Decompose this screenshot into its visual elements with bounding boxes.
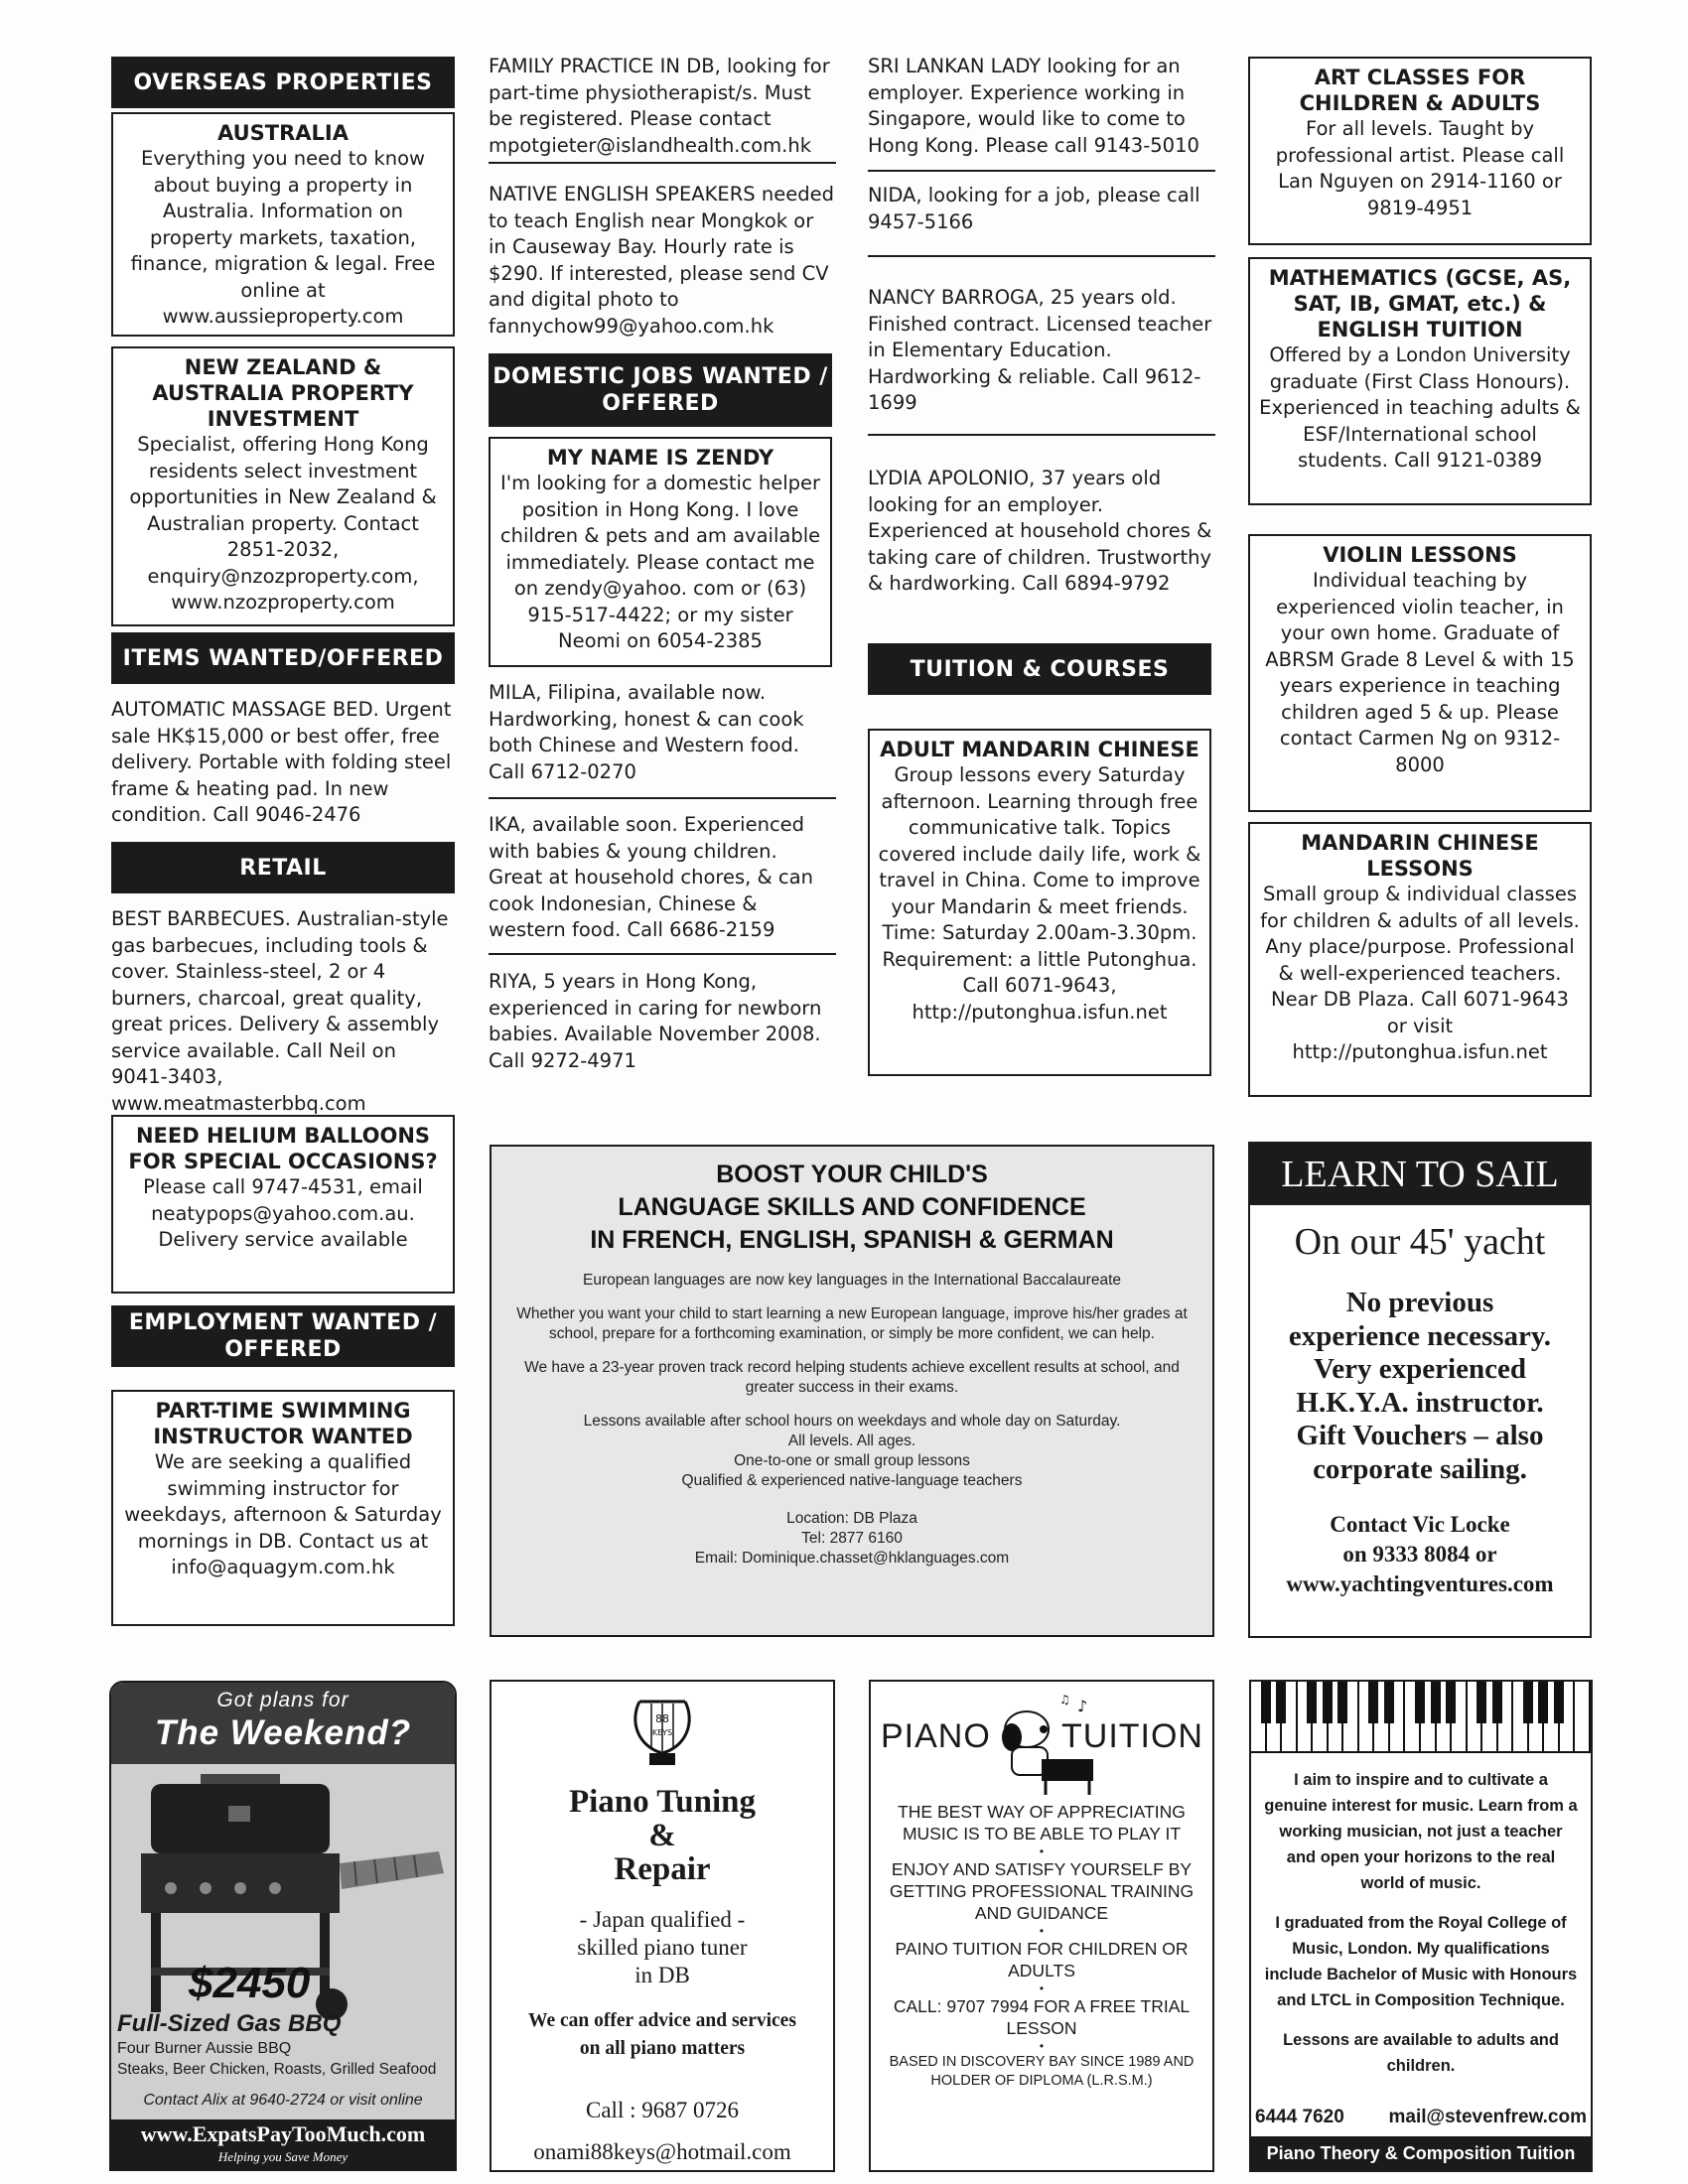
bbq-website[interactable]: www.ExpatsPayTooMuch.com: [140, 2121, 426, 2146]
lydia-ad: LYDIA APOLONIO, 37 years old looking for an employer. Experienced at household chores & taking care of children. Trustworthy & hardworking. Call 6894-9792: [868, 467, 1212, 595]
mandarin-lessons-ad: [1248, 822, 1592, 1097]
dog-at-piano-icon: [982, 1690, 1101, 1799]
piano-point-2: ENJOY AND SATISFY YOURSELF BY GETTING PROFESSIONAL TRAINING AND GUIDANCE: [889, 1859, 1195, 1923]
tuning-title: [492, 1785, 833, 1886]
tuning-email[interactable]: onami88keys@hotmail.com: [533, 2139, 791, 2164]
black-key: [1384, 1682, 1394, 1723]
tuning-advice-2: on all piano matters: [579, 2038, 746, 2059]
piano-tuning-ad: [490, 1680, 835, 2172]
zendy-ad: [489, 437, 832, 667]
black-key: [1431, 1682, 1441, 1723]
sail-contact-phone: on 9333 8084 or: [1342, 1542, 1497, 1567]
bbq-tagline: Helping you Save Money: [217, 2149, 349, 2164]
swimming-ad: [111, 1390, 455, 1626]
nancy-ad: NANCY BARROGA, 25 years old. Finished contract. Licensed teacher in Elementary Education. Hardworking & reliable. Call 9612-1699: [868, 286, 1212, 414]
control-knob: [234, 1882, 246, 1894]
sri-lankan-ad: SRI LANKAN LADY looking for an employer. Experience working in Singapore, would like to come to Hong Kong. Please call 9143-5010: [868, 55, 1199, 157]
tuition-courses-header: TUITION & COURSES: [868, 643, 1211, 695]
black-key: [1323, 1682, 1333, 1723]
sail-yacht: On our 45' yacht: [1294, 1221, 1546, 1263]
domestic-jobs-header: DOMESTIC JOBS WANTED / OFFERED: [489, 353, 832, 427]
grill-lid-handle: [201, 1774, 280, 1784]
violin-ad: [1248, 534, 1592, 812]
white-key: [1359, 1682, 1375, 1751]
white-key: [1251, 1682, 1267, 1751]
tuning-qual-3: in DB: [634, 1963, 690, 1987]
languages-location: Location: DB Plaza: [786, 1510, 917, 1527]
divider: [868, 434, 1215, 436]
art-classes-body: For all levels. Taught by professional artist. Please call Lan Nguyen on 2914-1160 or 9819-4951: [1275, 117, 1565, 219]
bbq-price: $2450: [189, 1959, 311, 2007]
zendy-title: MY NAME IS ZENDY: [546, 446, 774, 470]
piano-tuition-points: [871, 1801, 1212, 2091]
piano-keys-icon: [1251, 1682, 1591, 1753]
languages-title: [511, 1159, 1193, 1257]
tuning-title-line1: Piano Tuning: [568, 1784, 757, 1820]
riya-ad: RIYA, 5 years in Hong Kong, experienced in caring for newborn babies. Available November 2008. Call 9272-4971: [489, 970, 822, 1072]
languages-group-size: One-to-one or small group lessons: [734, 1452, 970, 1469]
languages-paragraph-2: Whether you want your child to start learning a new European language, improve his/her grades at school, prepare for a forthcoming examination, or simply be more confident, we can help.: [516, 1305, 1188, 1342]
mathematics-body: Offered by a London University graduate (First Class Honours). Experienced in teaching adults & ESF/International school students. Call 9121-0389: [1259, 343, 1581, 472]
tuning-qual-2: skilled piano tuner: [577, 1935, 748, 1960]
black-key: [1492, 1682, 1502, 1723]
sail-contact-website[interactable]: www.yachtingventures.com: [1286, 1571, 1554, 1596]
violin-body: Individual teaching by experienced violin teacher, in your own home. Graduate of ABRSM Grade 8 Level & with 15 years experience in teaching children aged 5 & up. Please contact Carmen Ng on 9312-8000: [1265, 569, 1575, 776]
languages-paragraph-4: [511, 1412, 1193, 1491]
sail-line-4: H.K.Y.A. instructor.: [1296, 1386, 1544, 1419]
white-key: [1468, 1682, 1483, 1751]
art-classes-title: ART CLASSES FOR CHILDREN & ADULTS: [1299, 66, 1541, 115]
sail-ad: [1248, 1142, 1592, 1638]
retail-header: RETAIL: [111, 842, 455, 893]
languages-title-line2: LANGUAGE SKILLS AND CONFIDENCE: [618, 1193, 1086, 1221]
items-wanted-header: ITEMS WANTED/OFFERED: [111, 632, 455, 684]
control-knob: [165, 1882, 177, 1894]
sail-line-5: Gift Vouchers – also: [1296, 1420, 1544, 1451]
tuning-qual-1: - Japan qualified -: [579, 1907, 746, 1932]
bbq-header-top: Got plans for: [216, 1689, 350, 1711]
steven-body: [1251, 1753, 1591, 2079]
swimming-body: We are seeking a qualified swimming instructor for weekdays, afternoon & Saturday mornings in DB. Contact us at info@aquagym.com.hk: [124, 1450, 442, 1578]
languages-tel: Tel: 2877 6160: [801, 1530, 903, 1547]
tuning-advice: [492, 2007, 833, 2063]
divider: [489, 162, 836, 164]
mathematics-title: MATHEMATICS (GCSE, AS, SAT, IB, GMAT, etc.) & ENGLISH TUITION: [1268, 266, 1572, 341]
australia-ad: [111, 112, 455, 337]
australia-body: Everything you need to know about buying a property in Australia. Information on property markets, taxation, finance, migration & legal. Free online at www.aussieproperty.com: [130, 147, 436, 328]
sail-header: LEARN TO SAIL: [1250, 1144, 1590, 1205]
logo-text-88: 88: [655, 1712, 669, 1725]
piano-tuition-title-a: PIANO: [881, 1717, 991, 1755]
piano-point-5: BASED IN DISCOVERY BAY SINCE 1989 AND HOLDER OF DIPLOMA (L.R.S.M.): [889, 2054, 1195, 2089]
sail-contact-name: Contact Vic Locke: [1330, 1512, 1510, 1537]
zendy-body: I'm looking for a domestic helper position in Hong Kong. I love children & pets and am available immediately. Please contact me on zendy@yahoo. com or (63) 915-517-4422; or my sister Neomi on 6054-2385: [499, 472, 821, 652]
languages-email[interactable]: Email: Dominique.chasset@hklanguages.com: [694, 1550, 1010, 1567]
bullet-icon: •: [1039, 1924, 1045, 1938]
languages-paragraph-1: European languages are now key languages in the International Baccalaureate: [582, 1272, 1122, 1289]
piano-tuition-ad: [869, 1680, 1214, 2172]
bbq-full-sized: Full-Sized Gas BBQ: [117, 2010, 342, 2037]
barbecues-ad: BEST BARBECUES. Australian-style gas barbecues, including tools & cover. Stainless-steel, 2 or 4 burners, charcoal, great quality, great prices. Delivery & assembly service available. Call Neil on 9041-3403, www.meatmasterbbq.com: [111, 907, 449, 1115]
bbq-ad: [109, 1681, 457, 2171]
control-knob: [269, 1882, 281, 1894]
bbq-footer: [111, 2119, 455, 2171]
grill-lid-badge: [228, 1806, 250, 1822]
bullet-icon: •: [1039, 1981, 1045, 1995]
languages-levels: All levels. All ages.: [787, 1433, 916, 1449]
tuning-qualification: [492, 1906, 833, 1989]
steven-email[interactable]: mail@stevenfrew.com: [1388, 2107, 1587, 2127]
mandarin-lessons-title: MANDARIN CHINESE LESSONS: [1301, 831, 1539, 881]
steven-paragraph-3: Lessons are available to adults and children.: [1283, 2031, 1559, 2075]
white-key: [1405, 1682, 1421, 1751]
nz-property-ad: [111, 346, 455, 626]
tuning-title-line2: Repair: [614, 1851, 711, 1887]
languages-contact: [511, 1509, 1193, 1569]
languages-title-line3: IN FRENCH, ENGLISH, SPANISH & GERMAN: [590, 1226, 1114, 1254]
sail-line-2: experience necessary.: [1288, 1319, 1552, 1352]
languages-lessons-hours: Lessons available after school hours on weekdays and whole day on Saturday.: [583, 1413, 1121, 1430]
piano-point-3: PAINO TUITION FOR CHILDREN OR ADULTS: [895, 1939, 1189, 1980]
ika-ad: IKA, available soon. Experienced with babies & young children. Great at household chores, & can cook Indonesian, Chinese & western food. Call 6686-2159: [489, 813, 813, 941]
massage-bed-ad: AUTOMATIC MASSAGE BED. Urgent sale HK$15,000 or best offer, free delivery. Portable with folding steel frame & heating pad. In new condition. Call 9046-2476: [111, 698, 452, 826]
helium-ad: [111, 1115, 455, 1294]
black-key: [1337, 1682, 1347, 1723]
art-classes-ad: [1248, 57, 1592, 245]
languages-ad: [490, 1145, 1214, 1637]
divider: [868, 255, 1215, 257]
native-english-ad: NATIVE ENGLISH SPEAKERS needed to teach English near Mongkok or in Causeway Bay. Hourly rate is $290. If interested, please send CV and digital photo to fannychow99@yahoo.com.hk: [489, 183, 834, 338]
black-key: [1261, 1682, 1271, 1723]
steven-frew-ad: [1249, 1680, 1593, 2172]
languages-title-line1: BOOST YOUR CHILD'S: [716, 1160, 988, 1188]
control-knob: [200, 1882, 211, 1894]
black-key: [1276, 1682, 1286, 1723]
sail-contact: [1250, 1510, 1590, 1599]
bbq-header-weekend: The Weekend?: [154, 1713, 412, 1752]
adult-mandarin-ad: [868, 729, 1211, 1076]
grill-leg: [151, 1913, 161, 2012]
piano-tuition-title-row: [871, 1682, 1212, 1801]
languages-paragraph-3: We have a 23-year proven track record helping students achieve excellent results at school, and greater success in their exams.: [524, 1359, 1180, 1396]
family-practice-ad: FAMILY PRACTICE IN DB, looking for part-time physiotherapist/s. Must be registered. Please contact mpotgieter@islandhealth.com.hk: [489, 55, 830, 157]
australia-title: AUSTRALIA: [217, 121, 349, 145]
black-key: [1368, 1682, 1378, 1723]
steven-contact: [1251, 2105, 1591, 2130]
tuning-title-amp: &: [648, 1818, 676, 1853]
nz-property-body: Specialist, offering Hong Kong residents select investment opportunities in New Zealand & Australian property. Contact 2851-2032, enquiry@nzozproperty.com, www.nzozproperty.com: [129, 433, 437, 614]
bullet-icon: •: [1039, 2039, 1045, 2053]
sail-body: [1250, 1205, 1590, 1599]
adult-mandarin-title: ADULT MANDARIN CHINESE: [880, 738, 1199, 761]
mathematics-ad: [1248, 257, 1592, 505]
sail-line-6: corporate sailing.: [1313, 1452, 1527, 1485]
bbq-details: [117, 2010, 451, 2080]
helium-title: NEED HELIUM BALLOONS FOR SPECIAL OCCASIONS?: [128, 1124, 438, 1173]
black-key: [1523, 1682, 1533, 1723]
white-key: [1513, 1682, 1529, 1751]
sail-line-3: Very experienced: [1314, 1353, 1526, 1385]
sail-line-1: No previous: [1345, 1287, 1494, 1318]
languages-teachers: Qualified & experienced native-language teachers: [681, 1472, 1023, 1489]
white-key: [1298, 1682, 1314, 1751]
steven-paragraph-1: I aim to inspire and to cultivate a genuine interest for music. Learn from a working musician, not just a teacher and open your horizons to the real world of music.: [1264, 1771, 1578, 1892]
divider: [489, 953, 836, 955]
piano-point-1: THE BEST WAY OF APPRECIATING MUSIC IS TO BE ABLE TO PLAY IT: [898, 1802, 1186, 1843]
steven-paragraph-2: I graduated from the Royal College of Music, London. My qualifications include Bachelor of Music with Honours and LTCL in Composition Technique.: [1264, 1914, 1578, 2009]
tuning-advice-1: We can offer advice and services: [528, 2010, 796, 2031]
helium-body: Please call 9747-4531, email neatypops@yahoo.com.au. Delivery service available: [143, 1175, 423, 1251]
mila-ad: MILA, Filipina, available now. Hardworking, honest & can cook both Chinese and Western food. Call 6712-0270: [489, 681, 804, 783]
bbq-menu: Steaks, Beer Chicken, Roasts, Grilled Seafood: [117, 2061, 437, 2078]
black-key: [1307, 1682, 1317, 1723]
mandarin-lessons-body: Small group & individual classes for children & adults of all levels. Any place/purpose. Professional & well-experienced teachers. Near DB Plaza. Call 6071-9643 or visit http://putonghua.isfun.net: [1260, 883, 1580, 1063]
nida-ad: NIDA, looking for a job, please call 9457-5166: [868, 184, 1200, 233]
svg-text:♫: ♫: [1059, 1693, 1070, 1706]
lyre-logo-icon: [628, 1692, 697, 1771]
divider: [489, 797, 836, 799]
divider: [868, 170, 1215, 172]
overseas-properties-header: OVERSEAS PROPERTIES: [111, 57, 455, 108]
bbq-header: [111, 1683, 455, 1764]
bbq-contact: Contact Alix at 9640-2724 or visit online: [143, 2092, 423, 2109]
sail-features: [1250, 1287, 1590, 1486]
white-key: [1575, 1682, 1591, 1751]
bullet-icon: •: [1039, 1844, 1045, 1858]
bbq-four-burner: Four Burner Aussie BBQ: [117, 2040, 292, 2057]
tuning-call: Call : 9687 0726: [586, 2098, 739, 2122]
black-key: [1415, 1682, 1425, 1723]
steven-footer: Piano Theory & Composition Tuition: [1251, 2136, 1591, 2170]
black-key: [1538, 1682, 1548, 1723]
svg-text:♪: ♪: [1077, 1697, 1088, 1715]
adult-mandarin-body: Group lessons every Saturday afternoon. Learning through free communicative talk. Topics covered include daily life, work & travel in China. Come to improve your Mandarin & meet friends. Time: Saturday 2.00am-3.30pm. Requirement: a little Putonghua. Call 6071-9643, http://putonghua.isfun.net: [878, 763, 1201, 1024]
piano-tuition-title-b: TUITION: [1061, 1717, 1203, 1755]
piano-point-4: CALL: 9707 7994 FOR A FREE TRIAL LESSON: [893, 1996, 1191, 2038]
swimming-title: PART-TIME SWIMMING INSTRUCTOR WANTED: [153, 1399, 413, 1448]
black-key: [1477, 1682, 1486, 1723]
black-key: [1446, 1682, 1456, 1723]
employment-header: EMPLOYMENT WANTED / OFFERED: [111, 1305, 455, 1367]
violin-title: VIOLIN LESSONS: [1323, 543, 1517, 567]
black-key: [1554, 1682, 1564, 1723]
steven-phone: 6444 7620: [1255, 2107, 1344, 2127]
nz-property-title: NEW ZEALAND & AUSTRALIA PROPERTY INVESTMENT: [152, 355, 414, 431]
logo-text-keys: KEYS: [651, 1728, 673, 1737]
